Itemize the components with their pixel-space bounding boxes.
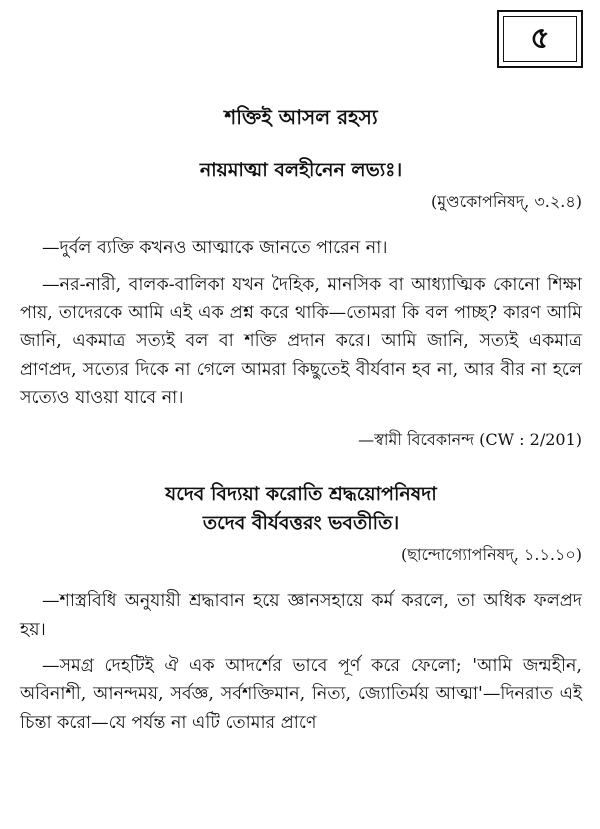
section-title: শক্তিই আসল রহস্য [224, 105, 378, 129]
page-content [20, 104, 582, 745]
page-number: ৫ [503, 16, 577, 62]
verse-source-1: (মুণ্ডকোপনিষদ্‌, ৩.২.৪) [431, 192, 582, 212]
paragraph: —শাস্ত্রবিধি অনুযায়ী শ্রদ্ধাবান হয়ে জ্ঞানসহায়ে কর্ম করলে, তা অধিক ফলপ্রদ হয়। [20, 591, 582, 640]
sanskrit-verse-1: নায়মাত্মা বলহীনেন লভ্যঃ। [199, 159, 403, 181]
sanskrit-verse-2-line-1: যদেব বিদ্যয়া করোতি শ্রদ্ধয়োপনিষদা [165, 482, 437, 505]
paragraph: —দুর্বল ব্যক্তি কখনও আত্মাকে জানতে পারেন না। [42, 238, 388, 259]
page-number-frame [497, 10, 583, 68]
quote-attribution: —স্বামী বিবেকানন্দ (CW : 2/201) [358, 429, 582, 449]
verse-source-2: (ছান্দোগ্যোপনিষদ্‌, ১.১.১০) [400, 545, 582, 565]
sanskrit-verse-2-line-2: তদেব বীর্যবত্তরং ভবতীতি। [202, 511, 400, 534]
paragraph: —নর-নারী, বালক-বালিকা যখন দৈহিক, মানসিক বা আধ্যাত্মিক কোনো শিক্ষা পায়, তাদেরকে আমি এই এক প্রশ্ন করে থাকি—তোমরা কি বল পাচ্ছ? কারণ আমি জানি, একমাত্র সত্যই বল বা শক্তি প্রদান করে। আমি জানি, সত্যই একমাত্র প্রাণপ্রদ, সত্যের দিকে না গেলে আমরা কিছুতেই বীর্যবান হব না, আর বীর না হলে সত্যেও যাওয়া যাবে না। [20, 274, 582, 409]
paragraph: —সমগ্র দেহটিই ঐ এক আদর্শের ভাবে পূর্ণ করে ফেলো; 'আমি জন্মহীন, অবিনাশী, আনন্দময়, সর্বজ্ঞ, সর্বশক্তিমান, নিত্য, জ্যোতির্ময় আত্মা'—দিনরাত এই চিন্তা করো—যে পর্যন্ত না এটি তোমার প্রাণে [20, 656, 582, 733]
